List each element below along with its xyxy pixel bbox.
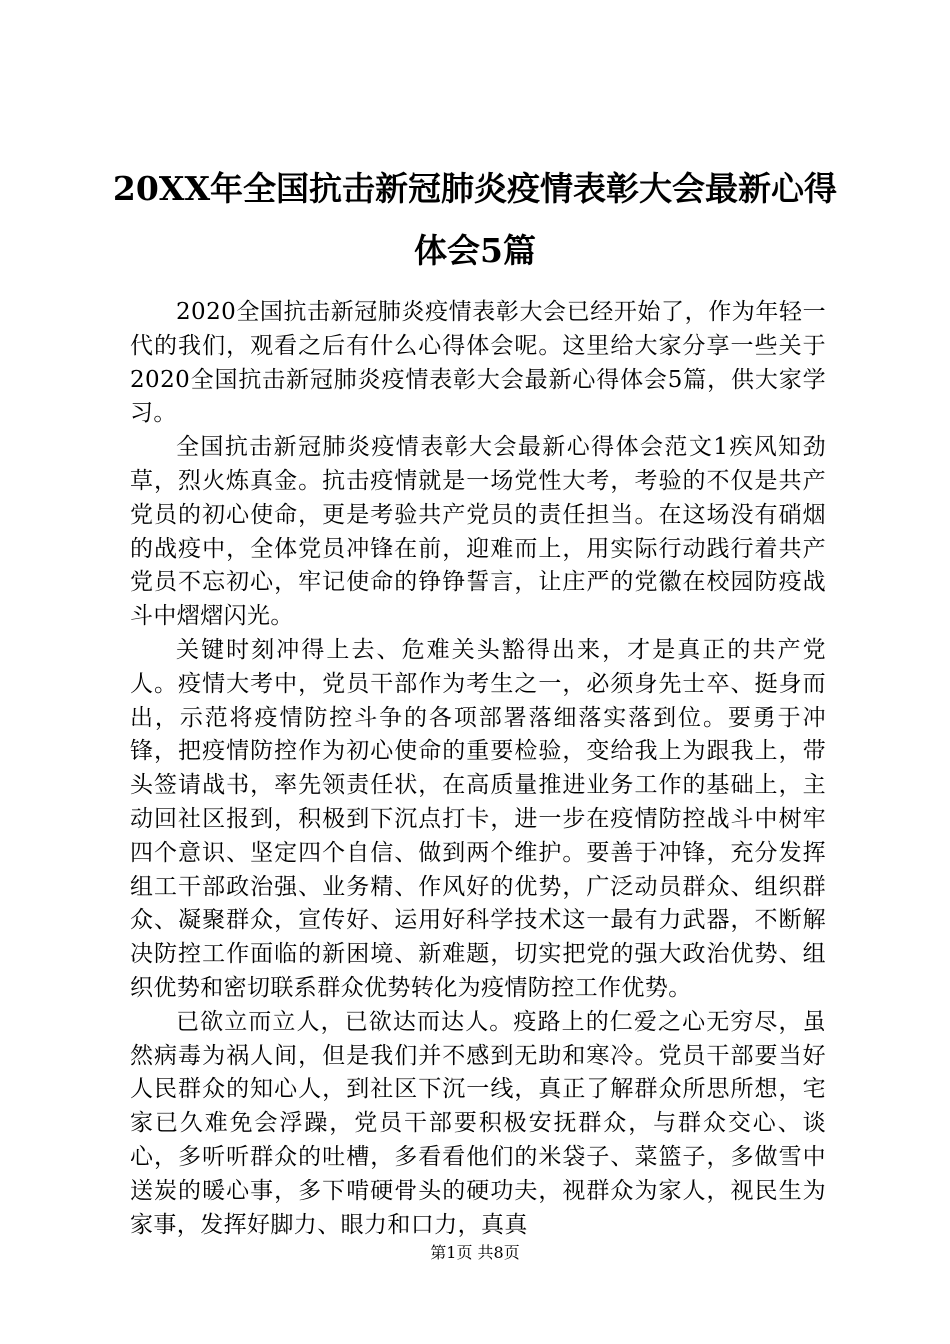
paragraph-2: 全国抗击新冠肺炎疫情表彰大会最新心得体会范文1疾风知劲草，烈火炼真金。抗击疫情就是一场党性大考，考验的不仅是共产党员的初心使命，更是考验共产党员的责任担当。在这场没有硝烟的战疫中，全体党员冲锋在前，迎难而上，用实际行动践行着共产党员不忘初心，牢记使命的铮铮誓言，让庄严的党徽在校园防疫战斗中熠熠闪光。 xyxy=(130,434,826,630)
paragraph-3: 关键时刻冲得上去、危难关头豁得出来，才是真正的共产党人。疫情大考中，党员干部作为考生之一，必须身先士卒、挺身而出，示范将疫情防控斗争的各项部署落细落实落到位。要勇于冲锋，把疫情防控作为初心使命的重要检验，变给我上为跟我上，带头签请战书，率先领责任状，在高质量推进业务工作的基础上，主动回社区报到，积极到下沉点打卡，进一步在疫情防控战斗中树牢四个意识、坚定四个自信、做到两个维护。要善于冲锋，充分发挥组工干部政治强、业务精、作风好的优势，广泛动员群众、组织群众、凝聚群众，宣传好、运用好科学技术这一最有力武器，不断解决防控工作面临的新困境、新难题，切实把党的强大政治优势、组织优势和密切联系群众优势转化为疫情防控工作优势。 xyxy=(130,636,826,1001)
paragraph-4: 已欲立而立人，已欲达而达人。疫路上的仁爱之心无穷尽，虽然病毒为祸人间，但是我们并不感到无助和寒冷。党员干部要当好人民群众的知心人，到社区下沉一线，真正了解群众所思所想，宅家已久难免会浮躁，党员干部要积极安抚群众，与群众交心、谈心，多听听群众的吐槽，多看看他们的米袋子、菜篮子，多做雪中送炭的暖心事，多下啃硬骨头的硬功夫，视群众为家人，视民生为家事，发挥好脚力、眼力和口力，真真 xyxy=(130,1008,826,1238)
document-title: 20XX年全国抗击新冠肺炎疫情表彰大会最新心得体会5篇 xyxy=(112,169,838,270)
document-body xyxy=(130,296,826,1242)
page-footer: 第1页 共8页 xyxy=(430,1243,520,1262)
paragraph-1: 2020全国抗击新冠肺炎疫情表彰大会已经开始了，作为年轻一代的我们，观看之后有什么心得体会呢。这里给大家分享一些关于2020全国抗击新冠肺炎疫情表彰大会最新心得体会5篇，供大家学习。 xyxy=(130,299,826,427)
